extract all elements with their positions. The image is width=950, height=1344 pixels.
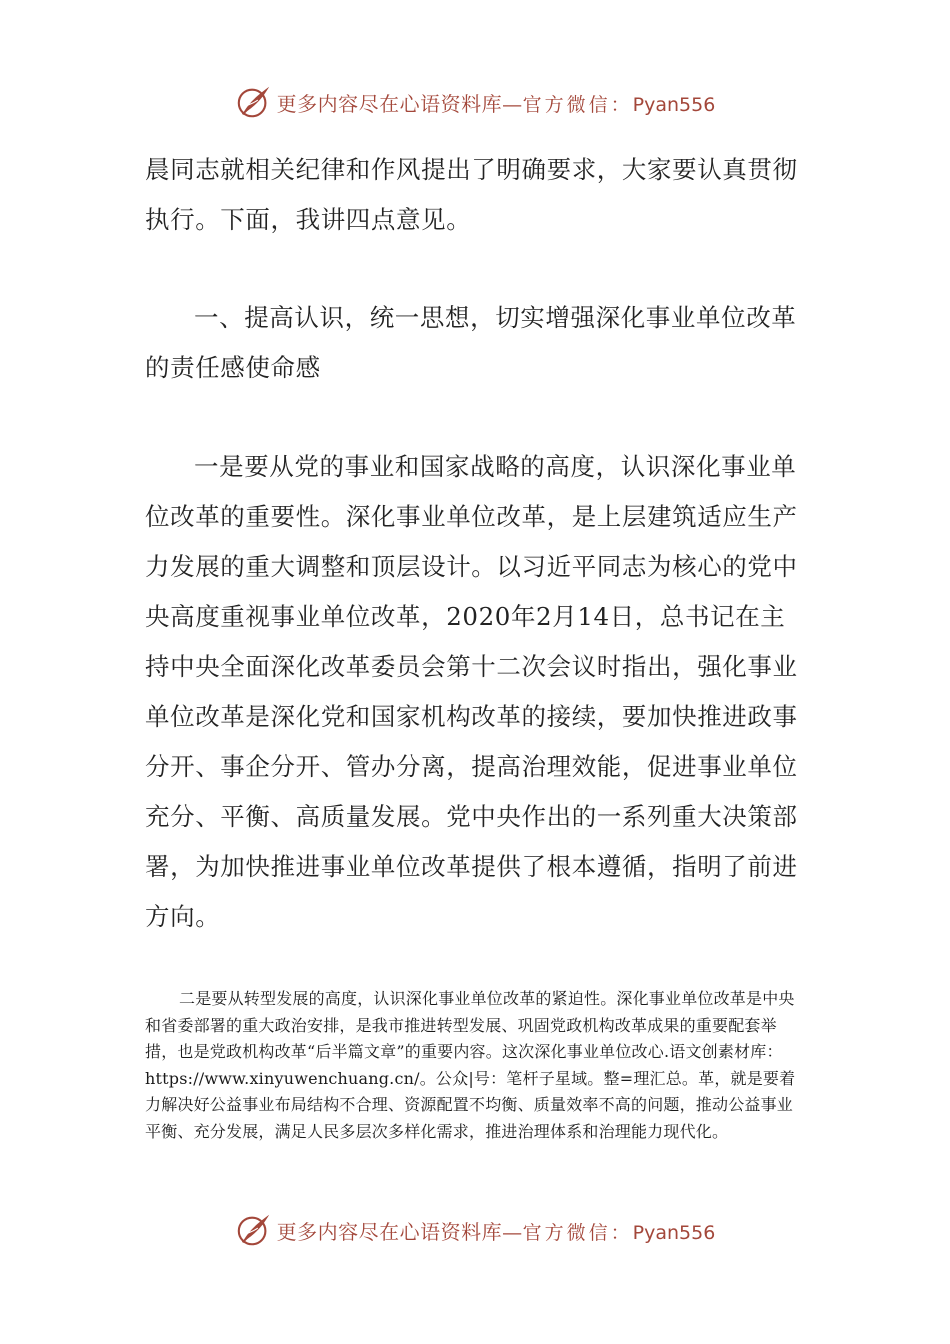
paragraph-1: 晨同志就相关纪律和作风提出了明确要求，大家要认真贯彻执行。下面，我讲四点意见。 — [145, 155, 798, 234]
paragraph-2: 一是要从党的事业和国家战略的高度，认识深化事业单位改革的重要性。深化事业单位改革，是上层建筑适应生产力发展的重大调整和顶层设计。以习近平同志为核心的党中央高度重视事业单位改革，2020年2月14日，总书记在主持中央全面深化改革委员会第十二次会议时指出，强化事业单位改革是深化党和国家机构改革的接续，要加快推进政事分开、事企分开、管办分离，提高治理效能，促进事业单位充分、平衡、高质量发展。党中央作出的一系列重大决策部署，为加快推进事业单位改革提供了根本遵循，指明了前进方向。 — [145, 452, 798, 931]
banner-wechat-label: 官方微信： — [522, 93, 633, 116]
banner-wechat-id: Pyan556 — [632, 1221, 716, 1244]
quill-logo-icon — [235, 1211, 273, 1249]
footer-banner — [0, 1208, 950, 1252]
banner-text — [277, 1216, 716, 1245]
banner-dash: — — [502, 1219, 523, 1244]
quill-logo-icon — [235, 83, 273, 121]
paragraph-3: 二是要从转型发展的高度，认识深化事业单位改革的紧迫性。深化事业单位改革是中央和省委部署的重大政治安排，是我市推进转型发展、巩固党政机构改革成果的重要配套举措，也是党政机构改革“后半篇文章”的重要内容。这次深化事业单位改心.语文创素材库：https://www.xinyuwenchuang.cn/。公众|号：笔杆子星域。整=理汇总。革，就是要着力解决好公益事业布局结构不合理、资源配置不均衡、质量效率不高的问题，推动公益事业平衡、充分发展，满足人民多层次多样化需求，推进治理体系和治理能力现代化。 — [145, 989, 796, 1141]
section-heading-1: 一、提高认识，统一思想，切实增强深化事业单位改革的责任感使命感 — [145, 303, 797, 382]
banner-wechat-label: 官方微信： — [522, 1221, 633, 1244]
banner-dash: — — [502, 91, 523, 116]
banner-title: 更多内容尽在心语资料库 — [276, 91, 503, 116]
header-banner — [0, 80, 950, 124]
banner-text — [277, 88, 716, 117]
banner-title: 更多内容尽在心语资料库 — [276, 1219, 503, 1244]
banner-wechat-id: Pyan556 — [632, 93, 716, 116]
